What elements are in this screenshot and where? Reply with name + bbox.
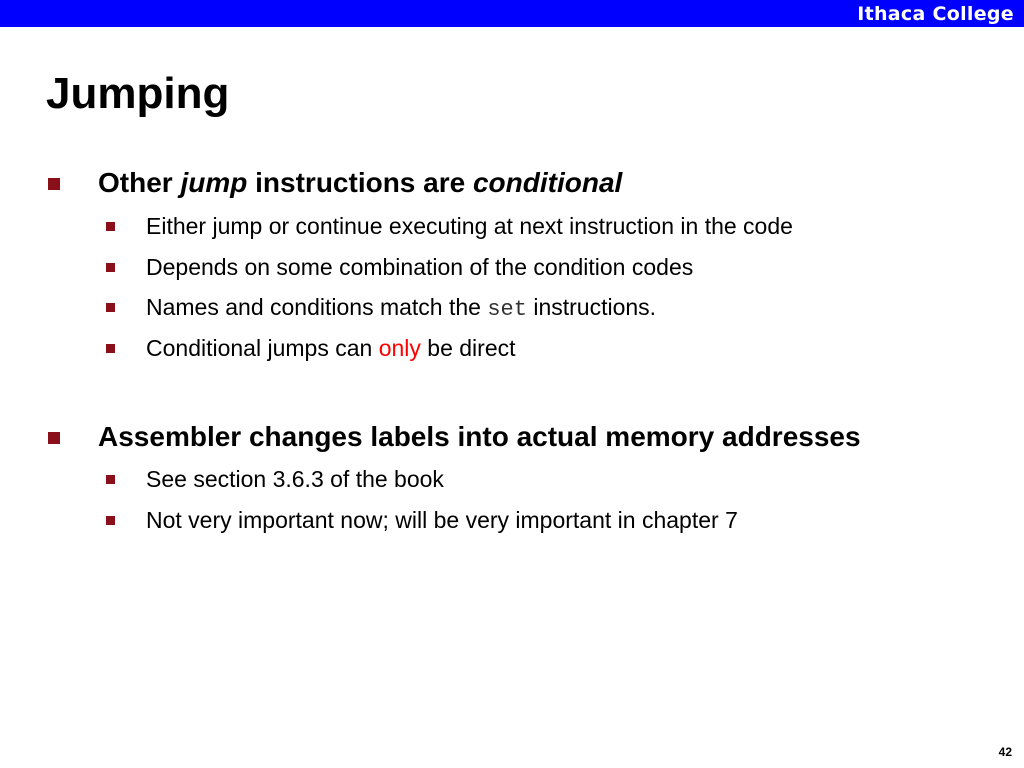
sub-bullet-text: See section 3.6.3 of the book bbox=[146, 466, 444, 492]
bullet-1-text: Other jump instructions are conditional bbox=[98, 167, 623, 198]
bullet-marker bbox=[48, 432, 60, 444]
highlight-only: only bbox=[378, 335, 421, 361]
sub-bullet-text: Depends on some combination of the condition codes bbox=[146, 254, 694, 280]
sub-bullet-marker bbox=[106, 263, 115, 272]
sub-bullet-text: Names and conditions match the set instructions. bbox=[146, 294, 657, 322]
sub-bullet-text: Either jump or continue executing at next instruction in the code bbox=[146, 213, 793, 239]
bullet-2-text: Assembler changes labels into actual memory addresses bbox=[98, 421, 861, 452]
sub-bullet-marker bbox=[106, 222, 115, 231]
page-number: 42 bbox=[998, 745, 1012, 759]
brand-logo-text: Ithaca College bbox=[857, 3, 1014, 25]
code-set: set bbox=[487, 297, 527, 322]
sub-bullet-text: Not very important now; will be very important in chapter 7 bbox=[146, 507, 738, 533]
emphasis-jump: jump bbox=[180, 167, 248, 198]
emphasis-conditional: conditional bbox=[472, 167, 623, 198]
sub-bullet-text: Conditional jumps can only be direct bbox=[146, 335, 516, 361]
slide-title: Jumping bbox=[46, 69, 230, 118]
sub-bullet-marker bbox=[106, 303, 115, 312]
sub-bullet-marker bbox=[106, 475, 115, 484]
header-bar bbox=[0, 0, 1024, 27]
sub-bullet-marker bbox=[106, 344, 115, 353]
sub-bullet-marker bbox=[106, 516, 115, 525]
bullet-marker bbox=[48, 178, 60, 190]
